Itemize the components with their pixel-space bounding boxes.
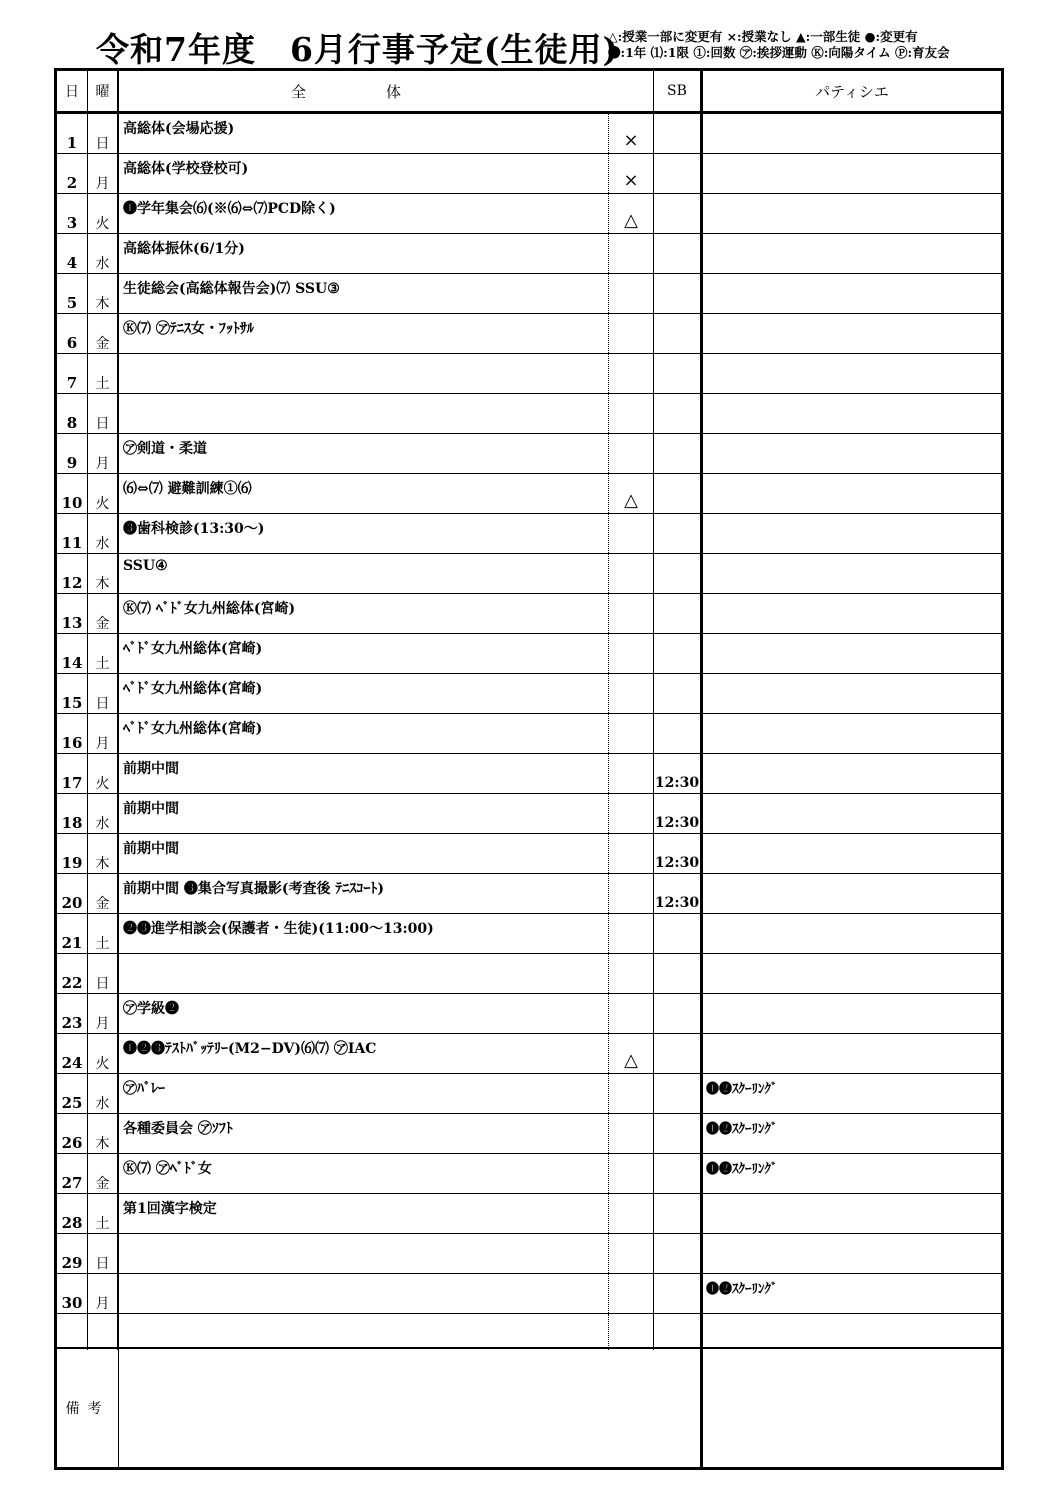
patissier-cell: [703, 314, 1001, 353]
day-cell: 12: [57, 554, 88, 593]
event-cell: ﾍﾞﾄﾞ女九州総体(宮崎): [119, 714, 609, 753]
event-cell: 各種委員会 ㋐ｿﾌﾄ: [119, 1114, 609, 1153]
sb-time-cell: [654, 914, 703, 953]
event-cell: Ⓚ⑺ ㋐ﾍﾞﾄﾞ女: [119, 1154, 609, 1193]
event-cell: ㋐剣道・柔道: [119, 434, 609, 473]
day-cell: 5: [57, 274, 88, 313]
day-cell: 11: [57, 514, 88, 553]
sb-time-cell: [654, 674, 703, 713]
table-row: [57, 754, 1001, 794]
table-row: [57, 674, 1001, 714]
sb-time-cell: [654, 1154, 703, 1193]
header-patissier: パティシエ: [815, 82, 889, 101]
table-header: [57, 71, 1001, 114]
sb-time-cell: [654, 1314, 703, 1350]
table-row: [57, 474, 1001, 514]
weekday-cell: 土: [88, 354, 119, 393]
class-change-mark: [609, 874, 654, 913]
class-change-mark: △: [609, 194, 654, 233]
event-cell: Ⓚ⑺ ﾍﾞﾄﾞ女九州総体(宮崎): [119, 594, 609, 633]
patissier-cell: [703, 394, 1001, 433]
sb-time-cell: [654, 1114, 703, 1153]
sb-time-cell: [654, 434, 703, 473]
day-cell: 6: [57, 314, 88, 353]
event-cell: Ⓚ⑺ ㋐ﾃﾆｽ女・ﾌｯﾄｻﾙ: [119, 314, 609, 353]
event-cell: [119, 1274, 609, 1313]
patissier-cell: ❶❷ｽｸｰﾘﾝｸﾞ: [706, 1282, 778, 1297]
weekday-cell: 水: [88, 1074, 119, 1113]
table-row: [57, 234, 1001, 274]
day-cell: 29: [57, 1234, 88, 1273]
weekday-cell: 木: [88, 274, 119, 313]
sb-time-cell: [654, 1274, 703, 1313]
notes-main: [119, 1349, 703, 1467]
patissier-cell: [703, 514, 1001, 553]
legend-line-1: △:授業一部に変更有 ×:授業なし ▲:一部生徒 ●:変更有: [608, 29, 918, 44]
patissier-cell: ❶❷ｽｸｰﾘﾝｸﾞ: [706, 1162, 778, 1177]
weekday-cell: 火: [88, 194, 119, 233]
weekday-cell: 土: [88, 914, 119, 953]
event-cell: ㋐ﾊﾞﾚｰ: [119, 1074, 609, 1113]
day-cell: 3: [57, 194, 88, 233]
class-change-mark: [609, 794, 654, 833]
event-cell: 第1回漢字検定: [119, 1194, 609, 1233]
notes-row: [57, 1347, 1001, 1467]
event-cell: [119, 1234, 609, 1273]
weekday-cell: 月: [88, 154, 119, 193]
weekday-cell: 月: [88, 1274, 119, 1313]
event-cell: [119, 954, 609, 993]
class-change-mark: △: [609, 1034, 654, 1073]
class-change-mark: ×: [609, 154, 654, 193]
sb-time-cell: [654, 274, 703, 313]
event-cell: 前期中間: [119, 754, 609, 793]
table-row: [57, 1114, 1001, 1154]
sb-time-cell: [654, 994, 703, 1033]
table-row: [57, 594, 1001, 634]
class-change-mark: [609, 834, 654, 873]
sb-time-cell: [654, 314, 703, 353]
event-cell: ﾍﾞﾄﾞ女九州総体(宮崎): [119, 674, 609, 713]
event-cell: ﾍﾞﾄﾞ女九州総体(宮崎): [119, 634, 609, 673]
class-change-mark: [609, 394, 654, 433]
event-cell: [119, 394, 609, 433]
patissier-cell: [703, 474, 1001, 513]
table-row: [57, 1074, 1001, 1114]
table-row: [57, 954, 1001, 994]
patissier-cell: [703, 274, 1001, 313]
class-change-mark: [609, 754, 654, 793]
table-row: [57, 154, 1001, 194]
day-cell: 16: [57, 714, 88, 753]
day-cell: 21: [57, 914, 88, 953]
class-change-mark: [609, 1194, 654, 1233]
sb-time-cell: [654, 234, 703, 273]
notes-patissier: [703, 1349, 1001, 1467]
table-row: [57, 1034, 1001, 1074]
table-row: [57, 394, 1001, 434]
patissier-cell: [703, 914, 1001, 953]
day-cell: 19: [57, 834, 88, 873]
header-all: 全体: [119, 71, 654, 111]
class-change-mark: [609, 1274, 654, 1313]
class-change-mark: [609, 554, 654, 593]
legend: [608, 29, 950, 61]
class-change-mark: [609, 1234, 654, 1273]
patissier-cell: [703, 754, 1001, 793]
patissier-cell: [703, 234, 1001, 273]
header-weekday: 曜: [88, 71, 119, 111]
event-cell: 高総体振休(6/1分): [119, 234, 609, 273]
event-cell: [119, 354, 609, 393]
weekday-cell: 火: [88, 754, 119, 793]
table-row: [57, 634, 1001, 674]
event-cell: 高総体(学校登校可): [119, 154, 609, 193]
sb-time-cell: 12:30: [654, 794, 703, 833]
event-cell: ❶学年集会⑹(※⑹⇔⑺PCD除く): [119, 194, 609, 233]
patissier-cell: [703, 674, 1001, 713]
sb-time-cell: 12:30: [654, 834, 703, 873]
legend-line-2: ❶:1年 ⑴:1限 ①:回数 ㋐:挨拶運動 Ⓚ:向陽タイム Ⓟ:育友会: [608, 45, 950, 60]
day-cell: 4: [57, 234, 88, 273]
table-row: [57, 274, 1001, 314]
class-change-mark: [609, 1074, 654, 1113]
table-row: [57, 874, 1001, 914]
sb-time-cell: [654, 714, 703, 753]
sb-time-cell: [654, 634, 703, 673]
day-cell: 30: [57, 1274, 88, 1313]
event-cell: ❶❷❸ﾃｽﾄﾊﾞｯﾃﾘｰ(M2−DV)⑹⑺ ㋐IAC: [119, 1034, 609, 1073]
table-row: [57, 1194, 1001, 1234]
patissier-cell: [703, 1314, 1001, 1350]
table-row: [57, 354, 1001, 394]
event-cell: 前期中間 ❸集合写真撮影(考査後 ﾃﾆｽｺｰﾄ): [119, 874, 609, 913]
weekday-cell: 月: [88, 994, 119, 1033]
weekday-cell: 水: [88, 514, 119, 553]
patissier-cell: [703, 194, 1001, 233]
patissier-cell: [703, 794, 1001, 833]
table-row: [57, 1274, 1001, 1314]
table-row: [57, 554, 1001, 594]
event-cell: SSU④: [119, 554, 609, 593]
sb-time-cell: [654, 594, 703, 633]
day-cell: 24: [57, 1034, 88, 1073]
class-change-mark: [609, 594, 654, 633]
patissier-cell: [703, 1034, 1001, 1073]
sb-time-cell: [654, 114, 703, 153]
sb-time-cell: [654, 394, 703, 433]
patissier-cell: [703, 1194, 1001, 1233]
table-row: [57, 194, 1001, 234]
patissier-cell: [703, 154, 1001, 193]
weekday-cell: 月: [88, 434, 119, 473]
table-row: [57, 1314, 1001, 1350]
patissier-cell: [703, 954, 1001, 993]
class-change-mark: [609, 1314, 654, 1350]
class-change-mark: [609, 914, 654, 953]
event-cell: ⑹⇔⑺ 避難訓練①⑹: [119, 474, 609, 513]
day-cell: 27: [57, 1154, 88, 1193]
weekday-cell: 水: [88, 234, 119, 273]
patissier-cell: [703, 834, 1001, 873]
weekday-cell: 火: [88, 1034, 119, 1073]
event-cell: [119, 1314, 609, 1350]
class-change-mark: [609, 714, 654, 753]
weekday-cell: 木: [88, 1114, 119, 1153]
patissier-cell: [703, 554, 1001, 593]
patissier-cell: [703, 874, 1001, 913]
class-change-mark: [609, 1114, 654, 1153]
patissier-cell: [703, 434, 1001, 473]
notes-label: 備考: [57, 1349, 119, 1467]
class-change-mark: △: [609, 474, 654, 513]
day-cell: 20: [57, 874, 88, 913]
day-cell: 22: [57, 954, 88, 993]
class-change-mark: [609, 434, 654, 473]
sb-time-cell: [654, 1234, 703, 1273]
day-cell: 9: [57, 434, 88, 473]
patissier-cell: ❶❷ｽｸｰﾘﾝｸﾞ: [706, 1122, 778, 1137]
sb-time-cell: [654, 514, 703, 553]
day-cell: 26: [57, 1114, 88, 1153]
table-row: [57, 914, 1001, 954]
weekday-cell: 日: [88, 394, 119, 433]
weekday-cell: 水: [88, 794, 119, 833]
class-change-mark: [609, 234, 654, 273]
sb-time-cell: 12:30: [654, 874, 703, 913]
header-sb: SB: [654, 71, 703, 111]
class-change-mark: [609, 354, 654, 393]
weekday-cell: 金: [88, 874, 119, 913]
sb-time-cell: [654, 1034, 703, 1073]
day-cell: 2: [57, 154, 88, 193]
sb-time-cell: [654, 354, 703, 393]
weekday-cell: 金: [88, 1154, 119, 1193]
table-row: [57, 1234, 1001, 1274]
event-cell: 生徒総会(高総体報告会)⑺ SSU③: [119, 274, 609, 313]
day-cell: 7: [57, 354, 88, 393]
table-row: [57, 834, 1001, 874]
weekday-cell: 月: [88, 714, 119, 753]
weekday-cell: 日: [88, 1234, 119, 1273]
sb-time-cell: [654, 154, 703, 193]
weekday-cell: 金: [88, 594, 119, 633]
patissier-cell: [703, 714, 1001, 753]
patissier-cell: [703, 594, 1001, 633]
weekday-cell: 火: [88, 474, 119, 513]
sb-time-cell: [654, 554, 703, 593]
day-cell: 18: [57, 794, 88, 833]
day-cell: 1: [57, 114, 88, 153]
event-cell: 高総体(会場応援): [119, 114, 609, 153]
sb-time-cell: [654, 1074, 703, 1113]
table-row: [57, 434, 1001, 474]
patissier-cell: [703, 994, 1001, 1033]
class-change-mark: [609, 674, 654, 713]
class-change-mark: [609, 514, 654, 553]
class-change-mark: [609, 274, 654, 313]
sb-time-cell: [654, 194, 703, 233]
day-cell: 8: [57, 394, 88, 433]
event-cell: 前期中間: [119, 794, 609, 833]
day-cell: 17: [57, 754, 88, 793]
day-cell: 25: [57, 1074, 88, 1113]
page-title: 令和7年度 6月行事予定(生徒用): [96, 30, 620, 69]
weekday-cell: 木: [88, 554, 119, 593]
day-cell: 23: [57, 994, 88, 1033]
weekday-cell: 土: [88, 1194, 119, 1233]
day-cell: 15: [57, 674, 88, 713]
day-cell: 28: [57, 1194, 88, 1233]
sb-time-cell: [654, 954, 703, 993]
table-row: [57, 314, 1001, 354]
patissier-cell: [703, 1234, 1001, 1273]
schedule-table: [54, 68, 1004, 1470]
weekday-cell: 土: [88, 634, 119, 673]
table-row: [57, 1154, 1001, 1194]
day-cell: 13: [57, 594, 88, 633]
day-cell: 14: [57, 634, 88, 673]
sb-time-cell: [654, 1194, 703, 1233]
event-cell: ㋐学級❷: [119, 994, 609, 1033]
table-row: [57, 794, 1001, 834]
class-change-mark: [609, 1154, 654, 1193]
sb-time-cell: [654, 474, 703, 513]
class-change-mark: ×: [609, 114, 654, 153]
event-cell: ❷❸進学相談会(保護者・生徒)(11:00～13:00): [119, 914, 609, 953]
weekday-cell: 金: [88, 314, 119, 353]
class-change-mark: [609, 314, 654, 353]
patissier-cell: ❶❷ｽｸｰﾘﾝｸﾞ: [706, 1082, 778, 1097]
header-day: 日: [57, 71, 88, 111]
class-change-mark: [609, 634, 654, 673]
class-change-mark: [609, 994, 654, 1033]
weekday-cell: 日: [88, 674, 119, 713]
weekday-cell: 木: [88, 834, 119, 873]
event-cell: ❸歯科検診(13:30～): [119, 514, 609, 553]
sb-time-cell: 12:30: [654, 754, 703, 793]
weekday-cell: [88, 1314, 119, 1350]
patissier-cell: [703, 354, 1001, 393]
table-row: [57, 714, 1001, 754]
patissier-cell: [703, 114, 1001, 153]
table-row: [57, 114, 1001, 154]
patissier-cell: [703, 634, 1001, 673]
day-cell: [57, 1314, 88, 1350]
day-cell: 10: [57, 474, 88, 513]
weekday-cell: 日: [88, 954, 119, 993]
table-row: [57, 514, 1001, 554]
table-row: [57, 994, 1001, 1034]
weekday-cell: 日: [88, 114, 119, 153]
event-cell: 前期中間: [119, 834, 609, 873]
class-change-mark: [609, 954, 654, 993]
